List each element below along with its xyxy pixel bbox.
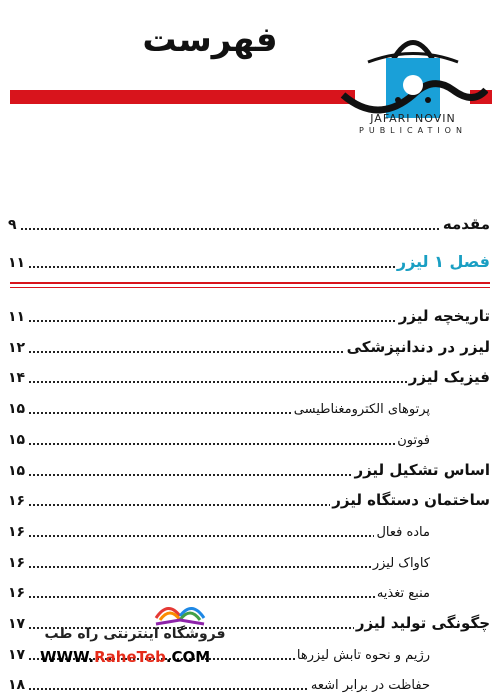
toc-entry-label: ماده فعال bbox=[376, 525, 430, 540]
toc-leader-dots bbox=[10, 566, 430, 568]
toc-entry-label: حفاظت در برابر اشعه bbox=[310, 678, 430, 693]
toc-entry[interactable] bbox=[0, 367, 500, 389]
toc-entry-label: ساختمان دستگاه لیزر bbox=[332, 491, 490, 509]
toc-entry-label: فوتون bbox=[397, 433, 430, 448]
toc-entry-label: رژیم و نحوه تابش لیزرها bbox=[296, 648, 430, 663]
toc-chapter-label: فصل ۱ لیزر bbox=[396, 252, 490, 271]
toc-entry-page: ۱۷ bbox=[8, 616, 28, 632]
toc-entry-page: ۱۵ bbox=[8, 401, 28, 417]
toc-entry-label: چگونگی تولید لیزر bbox=[355, 614, 490, 632]
toc-entry[interactable] bbox=[0, 460, 500, 482]
publisher-logo-subtitle: PUBLICATION bbox=[359, 126, 467, 135]
toc-leader-dots bbox=[10, 535, 430, 537]
toc-entry[interactable] bbox=[0, 582, 500, 604]
toc-entry[interactable] bbox=[0, 306, 500, 328]
publisher-logo-name: JAFARI NOVIN bbox=[370, 112, 456, 125]
toc-entry-page: ۱۵ bbox=[8, 463, 28, 479]
store-url-link[interactable] bbox=[40, 648, 210, 666]
toc-leader-dots bbox=[10, 596, 430, 598]
book-logo-icon bbox=[152, 598, 208, 628]
toc-entry-page: ۱۸ bbox=[8, 677, 28, 693]
toc-entry[interactable] bbox=[0, 552, 500, 574]
toc-entry-page: ۱۵ bbox=[8, 432, 28, 448]
chapter-divider bbox=[10, 282, 490, 284]
store-url-accent: RaheTeb bbox=[94, 648, 166, 666]
store-name: فروشگاه اینترنتی راه طب bbox=[44, 626, 226, 642]
toc-entry[interactable] bbox=[0, 398, 500, 420]
toc-leader-dots bbox=[10, 228, 490, 230]
toc-entry-label: فیزیک لیزر bbox=[408, 368, 490, 386]
toc-entry[interactable] bbox=[0, 429, 500, 451]
toc-chapter-page: ۱۱ bbox=[8, 255, 28, 271]
toc-entry-page: ۱۷ bbox=[8, 647, 28, 663]
toc-entry-label: کاواک لیزر bbox=[372, 556, 430, 571]
toc-entry-page: ۱۴ bbox=[8, 370, 28, 386]
toc-entry[interactable] bbox=[0, 490, 500, 512]
toc-entry-label: تاریخچه لیزر bbox=[398, 307, 490, 325]
store-url-suffix: .COM bbox=[165, 648, 211, 666]
toc-entry-label: لیزر در دندانپزشکی bbox=[346, 338, 490, 356]
toc-entry-page: ۹ bbox=[8, 217, 20, 233]
toc-entry[interactable] bbox=[0, 674, 500, 696]
toc-entry-page: ۱۲ bbox=[8, 340, 28, 356]
toc-entry-label: اساس تشکیل لیزر bbox=[354, 461, 490, 479]
toc-entry[interactable] bbox=[0, 521, 500, 543]
toc-entry-label: منبع تغذیه bbox=[376, 586, 430, 601]
toc-entry-page: ۱۶ bbox=[8, 555, 28, 571]
chapter-divider-thin bbox=[10, 287, 490, 288]
store-url-prefix: WWW. bbox=[40, 648, 95, 666]
toc-entry-page: ۱۶ bbox=[8, 585, 28, 601]
page-title: فهرست bbox=[142, 20, 278, 60]
toc-entry-page: ۱۶ bbox=[8, 524, 28, 540]
toc-leader-dots bbox=[10, 443, 430, 445]
toc-entry-label: مقدمه bbox=[442, 215, 490, 233]
toc-chapter-heading[interactable] bbox=[0, 252, 500, 274]
toc-entry-page: ۱۱ bbox=[8, 309, 28, 325]
toc-entry-intro[interactable] bbox=[0, 214, 500, 236]
header-red-band bbox=[10, 90, 355, 104]
toc-entry[interactable] bbox=[0, 337, 500, 359]
toc-entry-page: ۱۶ bbox=[8, 493, 28, 509]
toc-entry-label: پرتوهای الکترومغناطیسی bbox=[293, 402, 430, 417]
